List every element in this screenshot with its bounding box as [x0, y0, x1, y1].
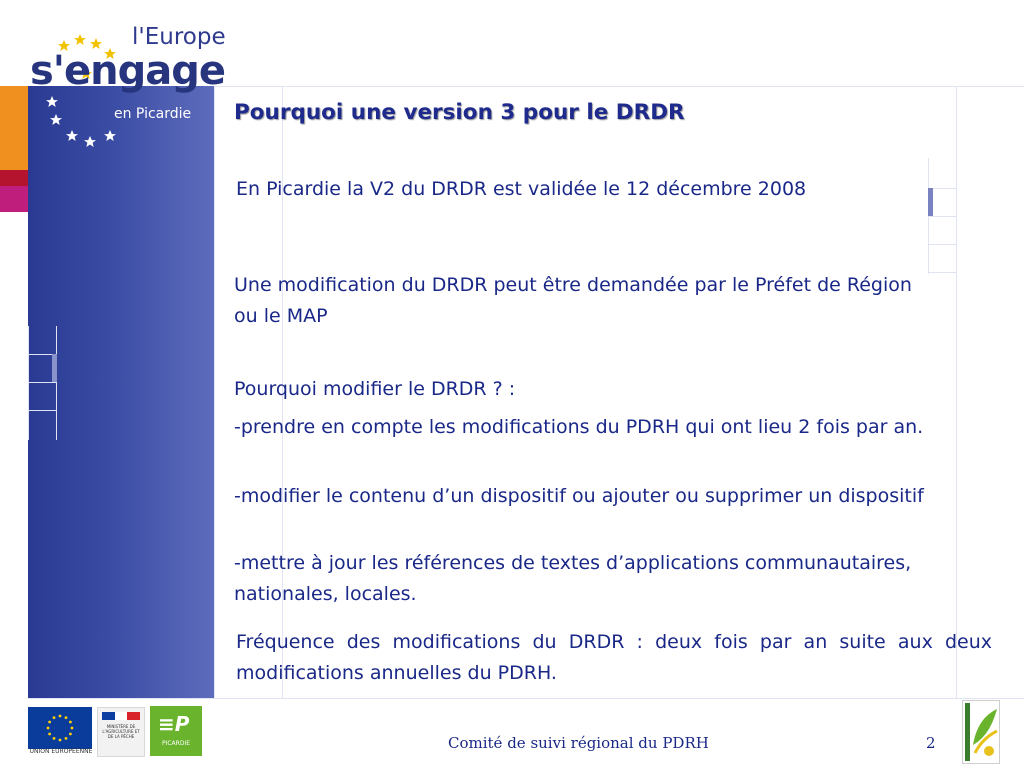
eu-flag-logo [28, 707, 92, 749]
picardie-word: PICARDIE [161, 740, 191, 747]
footer-text: Comité de suivi régional du PDRH [448, 734, 709, 752]
logo-leurope-text: l'Europe [132, 24, 226, 50]
page-number: 2 [926, 734, 936, 752]
decorative-orange-strip [0, 86, 28, 170]
leaf-icon [963, 701, 999, 763]
paragraph-v2-validation: En Picardie la V2 du DRDR est validée le 12 décembre 2008 [236, 178, 807, 200]
paragraph-why-modify: Pourquoi modifier le DRDR ? : [234, 378, 516, 400]
logo-picardie-text: en Picardie [114, 106, 192, 122]
picardie-mark: ≡P [158, 712, 190, 736]
region-picardie-logo [150, 706, 202, 756]
bullet-modify-dispositif: -modifier le contenu d’un dispositif ou ajouter ou supprimer un dispositif [234, 485, 924, 507]
logo-sengage-text: s'engage [30, 48, 226, 94]
decorative-magenta-strip [0, 186, 28, 212]
decorative-red-strip [0, 170, 28, 186]
leader-logo [962, 700, 1000, 764]
ministere-agriculture-logo [97, 707, 145, 757]
bullet-pdrh-modifications: -prendre en compte les modifications du PDRH qui ont lieu 2 fois par an. [234, 416, 924, 438]
ministere-text: MINISTÈRE DE L'AGRICULTURE ET DE LA PÊCHE [102, 724, 140, 739]
footer-divider [28, 698, 1024, 699]
french-flag-icon [102, 712, 140, 720]
bullet-update-references: -mettre à jour les références de textes d’applications communautaires, nationales, locales. [234, 552, 912, 605]
paragraph-frequency: Fréquence des modifications du DRDR : deux fois par an suite aux deux modifications annuelles du PDRH. [236, 631, 992, 684]
slide-title: Pourquoi une version 3 pour le DRDR [234, 100, 685, 125]
paragraph-modification-request: Une modification du DRDR peut être demandée par le Préfet de Région ou le MAP [234, 274, 912, 327]
eu-flag-stars-icon [28, 707, 92, 749]
eu-caption: UNION EUROPÉENNE [29, 748, 93, 755]
